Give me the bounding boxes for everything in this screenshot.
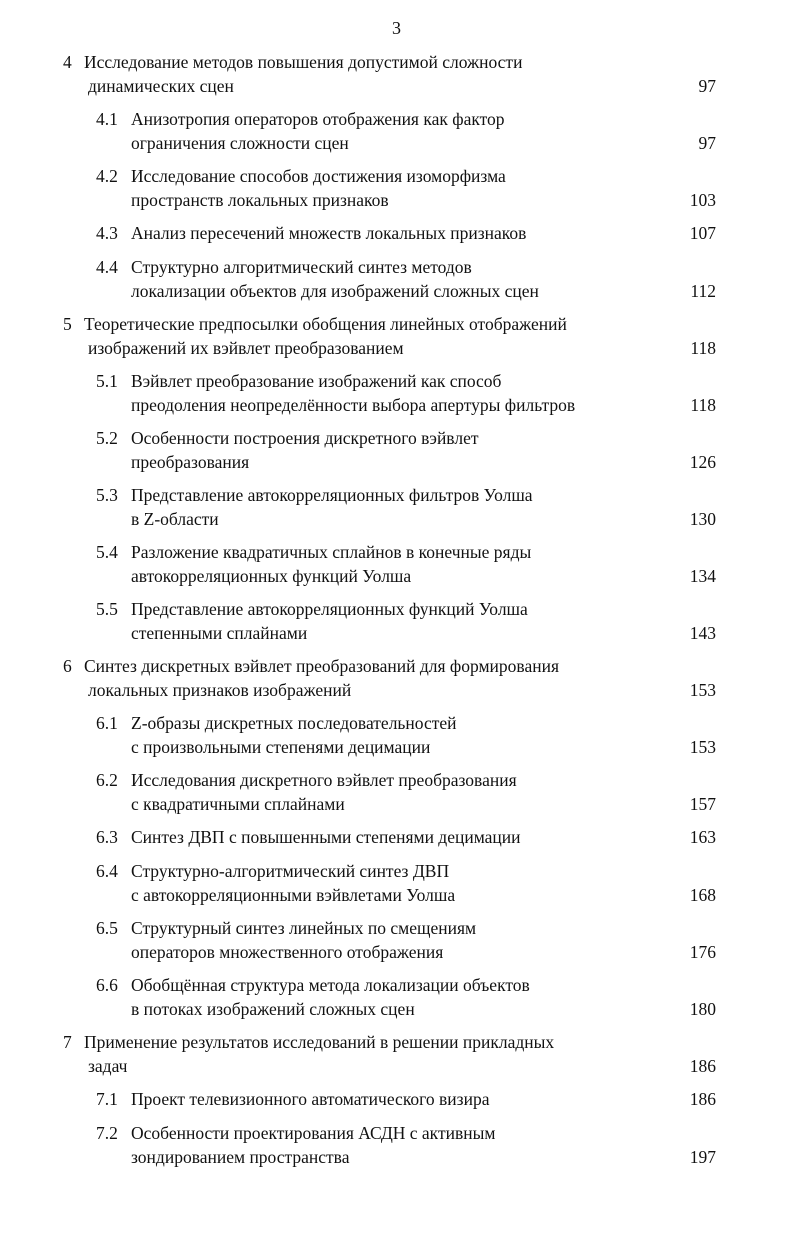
toc-entry-number: 4.1 bbox=[96, 109, 118, 129]
toc-entry-number: 6.5 bbox=[96, 918, 118, 938]
toc-entry-title-line: Исследование методов повышения допустимой сложности bbox=[84, 52, 523, 72]
toc-entry-title-line: преобразования bbox=[131, 452, 250, 472]
toc-entry-number: 7.2 bbox=[96, 1123, 118, 1143]
toc-entry-title-line: Исследование способов достижения изоморфизма bbox=[131, 166, 506, 186]
toc-entry-title-line: локальных признаков изображений bbox=[88, 680, 352, 700]
toc-entry-title-line: ограничения сложности сцен bbox=[131, 133, 349, 153]
toc-entry-title-line: Представление автокорреляционных функций Уолша bbox=[131, 599, 528, 619]
toc-entry-page: 163 bbox=[689, 827, 716, 847]
toc-entry-title-line: изображений их вэйвлет преобразованием bbox=[88, 338, 404, 358]
toc-entry-page: 130 bbox=[689, 509, 716, 529]
toc-entry-page: 186 bbox=[689, 1089, 716, 1109]
toc-entry-number: 5.1 bbox=[96, 371, 118, 391]
toc-entry-number: 5.4 bbox=[96, 542, 118, 562]
toc-entry-page: 97 bbox=[698, 76, 716, 96]
toc-entry-title-line: Анизотропия операторов отображения как фактор bbox=[131, 109, 505, 129]
toc-entry-page: 118 bbox=[690, 395, 716, 415]
toc-entry-title-line: с произвольными степенями децимации bbox=[131, 737, 431, 757]
toc-entry-title-line: с автокорреляционными вэйвлетами Уолша bbox=[131, 885, 456, 905]
toc-entry-number: 5.2 bbox=[96, 428, 118, 448]
toc-entry-title-line: пространств локальных признаков bbox=[131, 190, 389, 210]
toc-entry-title-line: локализации объектов для изображений сложных сцен bbox=[131, 281, 539, 301]
toc-entry-number: 5.3 bbox=[96, 485, 118, 505]
toc-entry-title-line: задач bbox=[88, 1056, 128, 1076]
toc-entry-number: 6 bbox=[63, 656, 72, 676]
toc-entry-title-line: Структурно-алгоритмический синтез ДВП bbox=[131, 861, 450, 881]
toc-entry-title-line: Z-образы дискретных последовательностей bbox=[131, 713, 457, 733]
toc-entry-number: 6.4 bbox=[96, 861, 118, 881]
toc-entry-page: 126 bbox=[689, 452, 716, 472]
toc-entry-page: 143 bbox=[689, 623, 716, 643]
toc-entry-number: 6.2 bbox=[96, 770, 118, 790]
toc-entry-page: 118 bbox=[690, 338, 716, 358]
toc-entry-title-line: в Z-области bbox=[131, 509, 219, 529]
toc-entry-title-line: Особенности проектирования АСДН с активным bbox=[131, 1123, 496, 1143]
toc-entry-title-line: Синтез дискретных вэйвлет преобразований для формирования bbox=[84, 656, 560, 676]
toc-entry-title-line: Обобщённая структура метода локализации объектов bbox=[131, 975, 530, 995]
toc-entry-number: 6.1 bbox=[96, 713, 118, 733]
toc-entry-page: 186 bbox=[689, 1056, 716, 1076]
toc-entry-title-line: Теоретические предпосылки обобщения линейных отображений bbox=[84, 314, 567, 334]
toc-entry-page: 176 bbox=[689, 942, 716, 962]
toc-entry-page: 180 bbox=[689, 999, 716, 1019]
toc-entry-page: 153 bbox=[689, 680, 716, 700]
toc-entry-number: 7 bbox=[63, 1032, 72, 1052]
toc-entry-page: 134 bbox=[689, 566, 716, 586]
toc-entry-page: 153 bbox=[689, 737, 716, 757]
toc-entry-title-line: Структурный синтез линейных по смещениям bbox=[131, 918, 477, 938]
toc-entry-title-line: степенными сплайнами bbox=[131, 623, 308, 643]
toc-entry-page: 197 bbox=[689, 1147, 716, 1167]
toc-entry-title-line: Вэйвлет преобразование изображений как способ bbox=[131, 371, 502, 391]
toc-entry-title-line: преодоления неопределённости выбора апертуры фильтров bbox=[131, 395, 576, 415]
toc-entry-title-line: зондированием пространства bbox=[131, 1147, 350, 1167]
toc-entry-title-line: Анализ пересечений множеств локальных признаков bbox=[131, 223, 527, 243]
toc-entry-title-line: динамических сцен bbox=[88, 76, 234, 96]
toc-entry-number: 4.4 bbox=[96, 257, 118, 277]
toc-entry-number: 5 bbox=[63, 314, 72, 334]
toc-entry-number: 6.3 bbox=[96, 827, 118, 847]
toc-entry-page: 157 bbox=[689, 794, 716, 814]
toc-entry-number: 7.1 bbox=[96, 1089, 118, 1109]
toc-entry-page: 112 bbox=[690, 281, 716, 301]
toc-entry-number: 6.6 bbox=[96, 975, 118, 995]
toc-entry-number: 5.5 bbox=[96, 599, 118, 619]
toc-entry-title-line: Применение результатов исследований в решении прикладных bbox=[84, 1032, 555, 1052]
toc-entry-title-line: Особенности построения дискретного вэйвлет bbox=[131, 428, 479, 448]
toc-entry-page: 103 bbox=[689, 190, 716, 210]
page-number: 3 bbox=[392, 18, 401, 38]
toc-entry-number: 4.3 bbox=[96, 223, 118, 243]
toc-entry-title-line: Разложение квадратичных сплайнов в конечные ряды bbox=[131, 542, 532, 562]
toc-entry-title-line: Представление автокорреляционных фильтров Уолша bbox=[131, 485, 533, 505]
toc-entry-title-line: Синтез ДВП с повышенными степенями децимации bbox=[131, 827, 521, 847]
toc-entry-title-line: Проект телевизионного автоматического визира bbox=[131, 1089, 490, 1109]
toc-entry-page: 97 bbox=[698, 133, 716, 153]
toc-entry-number: 4.2 bbox=[96, 166, 118, 186]
toc-entry-title-line: в потоках изображений сложных сцен bbox=[131, 999, 415, 1019]
toc-entry-title-line: автокорреляционных функций Уолша bbox=[131, 566, 412, 586]
toc-entry-title-line: Исследования дискретного вэйвлет преобразования bbox=[131, 770, 517, 790]
toc-entry-title-line: операторов множественного отображения bbox=[131, 942, 444, 962]
toc-entry-page: 168 bbox=[689, 885, 716, 905]
toc-entry-title-line: Структурно алгоритмический синтез методов bbox=[131, 257, 472, 277]
toc-entry-page: 107 bbox=[689, 223, 716, 243]
toc-entry-number: 4 bbox=[63, 52, 72, 72]
toc-entry-title-line: с квадратичными сплайнами bbox=[131, 794, 345, 814]
